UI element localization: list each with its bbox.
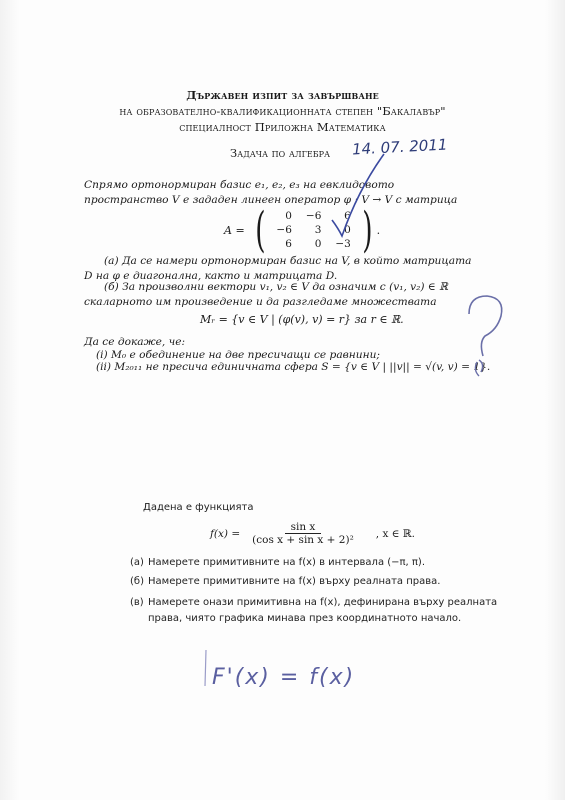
exam-header-degree: на образователно-квалификационната степен "Бакалавър" (119, 104, 446, 118)
fraction (248, 521, 358, 546)
handwritten-derivative-note: F'(x) = f(x) (212, 665, 356, 690)
right-paren-icon: ) (362, 202, 373, 258)
matrix-cell: 0 (285, 210, 292, 222)
exam-header-title: Държавен изпит за завършване (186, 88, 379, 102)
set-definition: Mᵣ = {v ∈ V | (φ(v), v) = r} за r ∈ ℝ. (200, 313, 404, 326)
matrix-cell: 0 (344, 224, 351, 236)
matrix-cell: −6 (276, 224, 292, 236)
prove-item-ii: (ii) M₂₀₁₁ не пресича единичната сфера S = {v ∈ V | ||v|| = √(v, v) = 1}. (96, 361, 491, 373)
task-title: Задача по алгебра (230, 146, 331, 160)
matrix-label: A = (224, 223, 245, 237)
prove-item-i: (i) M₀ е обединение на две пресичащи се равнини; (96, 349, 380, 361)
prove-intro: Да се докаже, че: (84, 336, 186, 348)
problem2-item-a (130, 555, 500, 571)
matrix-cell: −3 (335, 238, 351, 250)
matrix-cell: 0 (314, 238, 322, 250)
matrix-period: . (376, 223, 381, 237)
problem2-item-c (130, 595, 500, 627)
problem1-part-b: (б) За произволни вектори v₁, v₂ ∈ V да означим с (v₁, v₂) ∈ ℝ скаларното им произведение и да разгледаме множествата (84, 281, 448, 308)
problem1-part-a: (а) Да се намери ортонормиран базис на V, в който матрицата D на φ е диагонална, както и матрицата D. (84, 255, 472, 282)
item-tag: (в) (130, 597, 144, 608)
matrix-cell: −6 (305, 210, 322, 222)
left-paren-icon: ( (254, 202, 266, 258)
item-text: Намерете примитивните на f(x) в интервала (−π, π). (148, 557, 426, 568)
item-tag: (б) (130, 576, 144, 587)
problem1-intro: Спрямо ортонормиран базис e₁, e₂, e₃ на евклидовото пространство V е зададен линеен оператор φ : V → V с матрица (84, 179, 458, 206)
item-text: Намерете примитивните на f(x) върху реалната права. (148, 576, 441, 587)
problem2-item-b (130, 574, 500, 590)
function-domain: , x ∈ ℝ. (375, 527, 415, 540)
handwritten-checkmark-icon (328, 150, 388, 240)
fraction-numerator: sin x (285, 521, 322, 534)
matrix-cell: 6 (344, 210, 351, 222)
handwritten-stroke-icon (200, 648, 212, 688)
matrix-cell: 6 (285, 238, 292, 250)
function-definition (210, 521, 415, 546)
handwritten-question-mark-icon (455, 290, 515, 380)
problem2-intro: Дадена е функцията (143, 502, 254, 513)
matrix-cell: 3 (314, 224, 322, 236)
fraction-denominator: (cos x + sin x + 2)² (252, 534, 354, 546)
item-tag: (а) (130, 557, 144, 568)
item-text: Намерете онази примитивна на f(x), дефинирана върху реалната права, чиято графика минава през координатното начало. (148, 597, 498, 624)
exam-header-specialty: специалност Приложна Математика (179, 120, 386, 134)
handwritten-date: 14. 07. 2011 (351, 135, 448, 159)
function-lhs: f(x) = (210, 527, 241, 540)
